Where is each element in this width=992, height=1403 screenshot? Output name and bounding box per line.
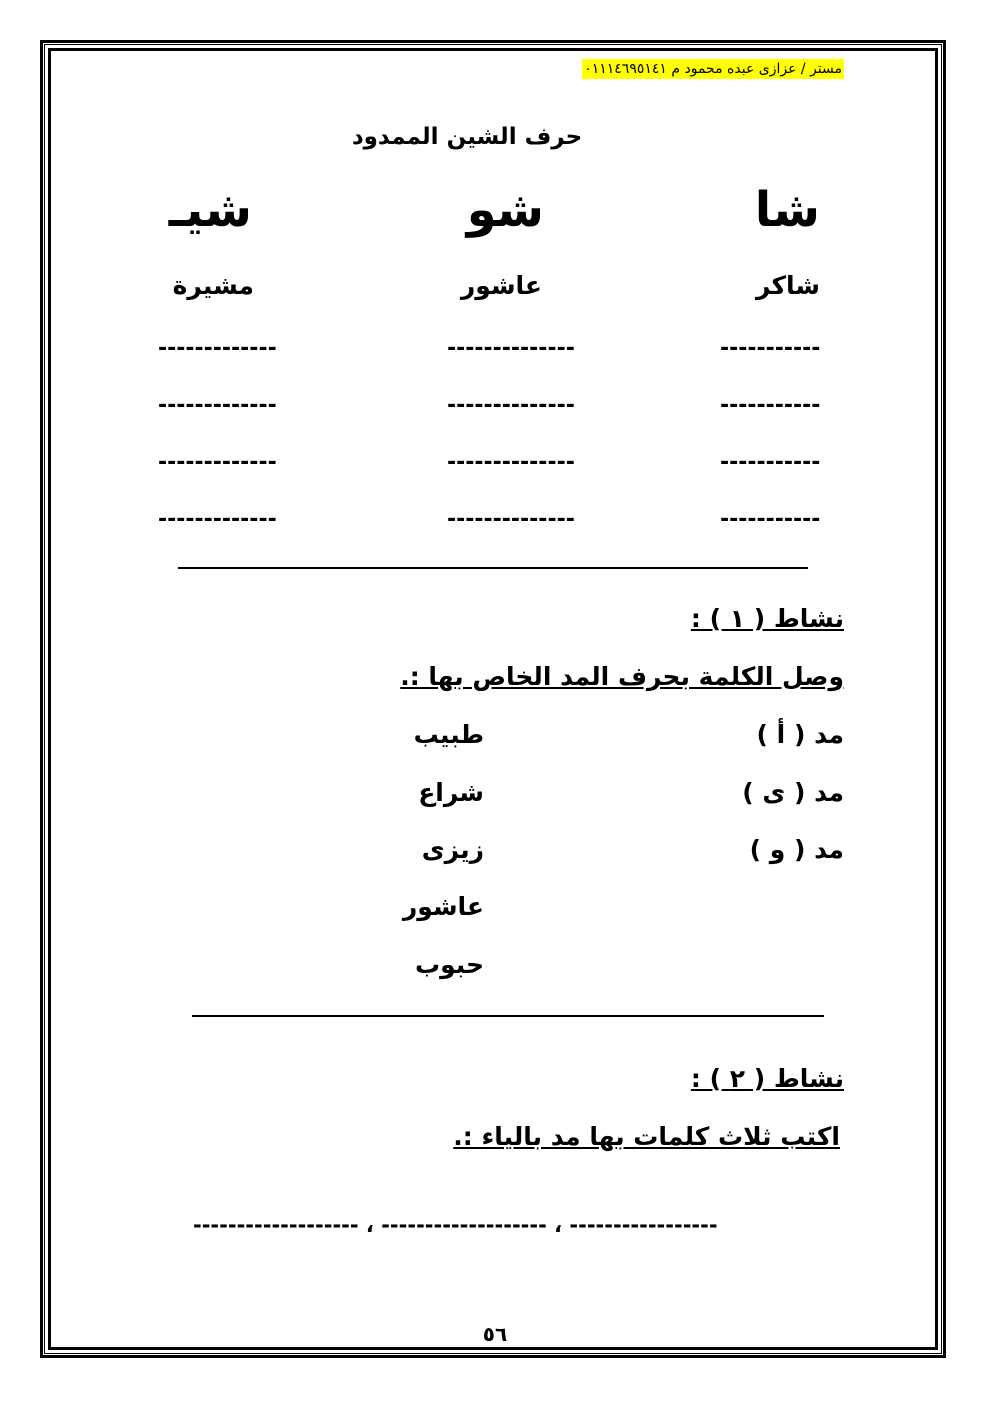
- match-word: شراع: [418, 778, 484, 807]
- page-title: حرف الشين الممدود: [351, 124, 583, 150]
- madd-ya: مد ( ى ): [742, 778, 844, 807]
- practice-line: --------------: [447, 336, 575, 361]
- author-line: مستر / عزازى عبده محمود م ٠١١١٤٦٩٥١٤١: [584, 61, 842, 77]
- practice-line: -------------: [158, 393, 277, 418]
- activity2-instruction: اكتب ثلاث كلمات بها مد بالياء :.: [453, 1122, 840, 1151]
- match-word: زيزى: [421, 835, 484, 864]
- answer-line: ------------------- ، ------------------- ، -----------------: [193, 1213, 718, 1237]
- syllable-sha: شا: [754, 182, 820, 238]
- section-divider: [192, 1015, 824, 1017]
- practice-line: -----------: [720, 507, 821, 532]
- word-mushira: مشيرة: [172, 271, 254, 300]
- practice-line: --------------: [447, 393, 575, 418]
- practice-line: --------------: [447, 450, 575, 475]
- madd-alif: مد ( أ ): [756, 720, 844, 749]
- syllable-shu: شو: [466, 182, 544, 238]
- madd-waw: مد ( و ): [749, 835, 844, 864]
- match-word: حبوب: [414, 950, 484, 979]
- practice-line: -------------: [158, 450, 277, 475]
- practice-line: -----------: [720, 336, 821, 361]
- practice-line: -------------: [158, 507, 277, 532]
- practice-line: -------------: [158, 336, 277, 361]
- activity2-title: نشاط ( ٢ ) :: [690, 1064, 844, 1093]
- practice-line: -----------: [720, 393, 821, 418]
- match-word: طبيب: [413, 720, 484, 749]
- word-ashour: عاشور: [460, 271, 542, 300]
- page-border-inner: [48, 48, 938, 1350]
- match-word: عاشور: [402, 892, 484, 921]
- activity1-title: نشاط ( ١ ) :: [690, 604, 844, 633]
- section-divider: [178, 567, 808, 569]
- activity1-instruction: وصل الكلمة بحرف المد الخاص بها :.: [400, 662, 844, 691]
- syllable-shi: شيـ: [168, 182, 252, 238]
- practice-line: --------------: [447, 507, 575, 532]
- practice-line: -----------: [720, 450, 821, 475]
- page-number: ٥٦: [482, 1322, 508, 1346]
- word-shakir: شاكر: [755, 271, 820, 300]
